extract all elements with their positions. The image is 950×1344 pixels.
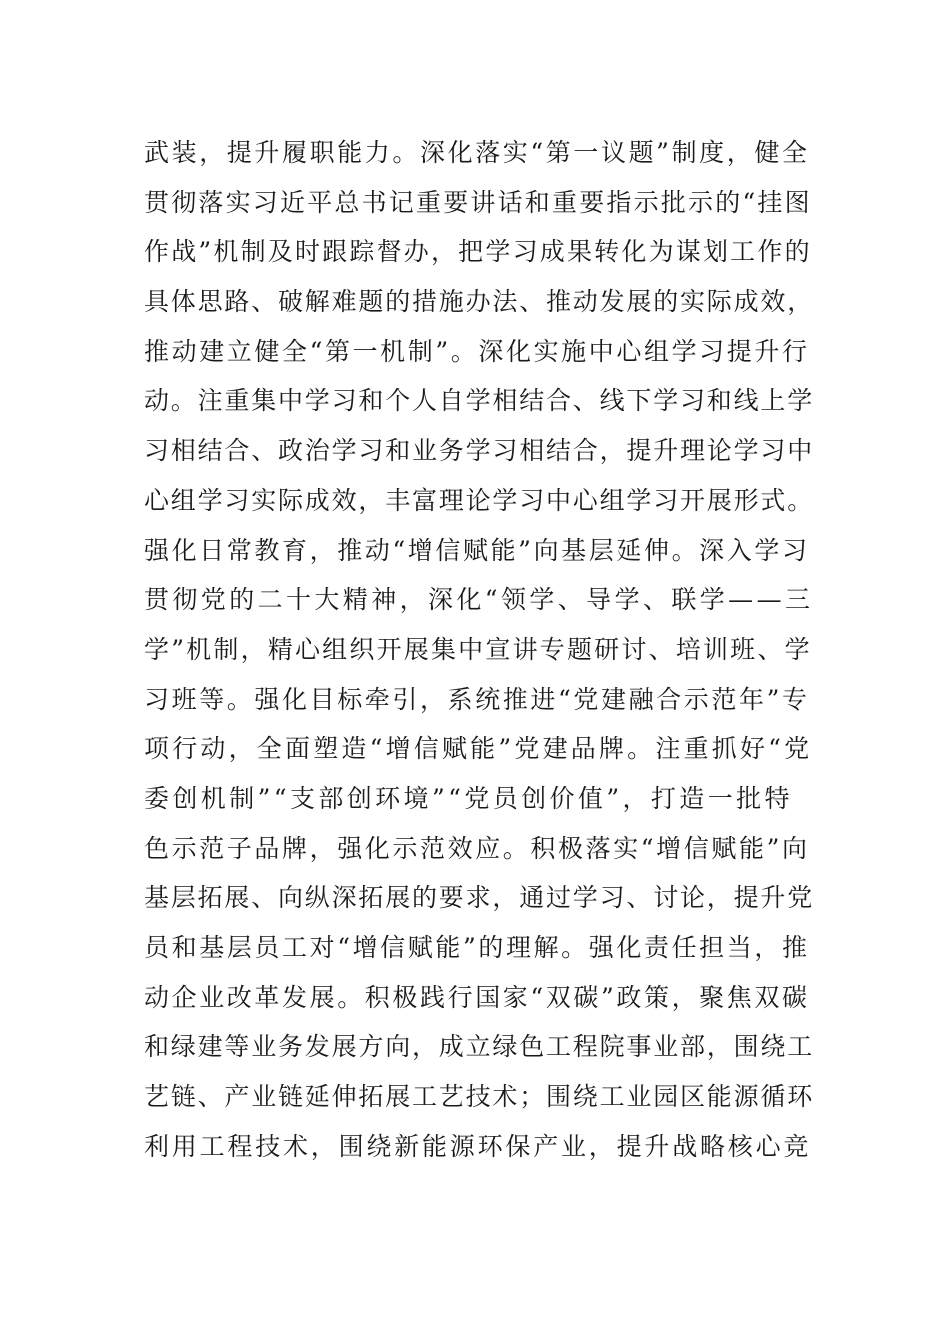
text-line: 习相结合、政治学习和业务学习相结合，提升理论学习中 <box>144 436 815 466</box>
text-line: 贯彻党的二十大精神，深化“领学、导学、联学——三 <box>144 585 814 615</box>
body-text <box>144 128 814 1171</box>
text-line: 基层拓展、向纵深拓展的要求，通过学习、讨论，提升党 <box>144 883 815 913</box>
text-line: 强化日常教育，推动“增信赋能”向基层延伸。深入学习 <box>144 535 810 565</box>
text-line: 利用工程技术，围绕新能源环保产业，提升战略核心竞 <box>144 1131 812 1161</box>
text-line: 贯彻落实习近平总书记重要讲话和重要指示批示的“挂图 <box>144 187 812 217</box>
text-line: 学”机制，精心组织开展集中宣讲专题研讨、培训班、学 <box>144 634 812 664</box>
text-line: 习班等。强化目标牵引，系统推进“党建融合示范年”专 <box>144 684 810 714</box>
text-line: 艺链、产业链延伸拓展工艺技术；围绕工业园区能源循环 <box>144 1082 815 1112</box>
text-line: 项行动，全面塑造“增信赋能”党建品牌。注重抓好“党 <box>144 734 813 764</box>
text-line: 心组学习实际成效，丰富理论学习中心组学习开展形式。 <box>144 485 815 515</box>
text-line: 具体思路、破解难题的措施办法、推动发展的实际成效， <box>144 287 815 317</box>
text-line: 委创机制”“支部创环境”“党员创价值”，打造一批特 <box>144 783 793 813</box>
text-line: 动企业改革发展。积极践行国家“双碳”政策，聚焦双碳 <box>144 982 810 1012</box>
text-line: 动。注重集中学习和个人自学相结合、线下学习和线上学 <box>144 386 815 416</box>
text-line: 和绿建等业务发展方向，成立绿色工程院事业部，围绕工 <box>144 1032 815 1062</box>
text-line: 员和基层员工对“增信赋能”的理解。强化责任担当，推 <box>144 933 810 962</box>
text-line: 色示范子品牌，强化示范效应。积极落实“增信赋能”向 <box>144 833 810 863</box>
text-line: 作战”机制及时跟踪督办，把学习成果转化为谋划工作的 <box>144 237 812 267</box>
text-line: 武装，提升履职能力。深化落实“第一议题”制度，健全 <box>144 138 810 167</box>
text-line: 推动建立健全“第一机制”。深化实施中心组学习提升行 <box>144 336 810 366</box>
